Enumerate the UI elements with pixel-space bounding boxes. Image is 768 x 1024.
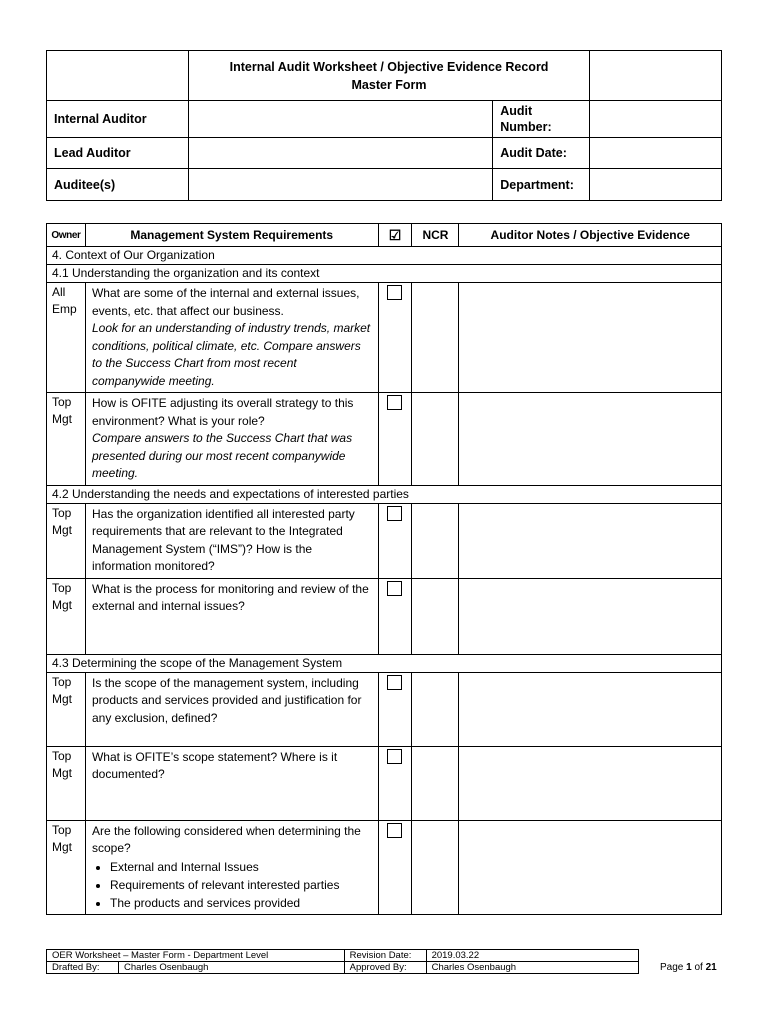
check-cell — [378, 393, 412, 486]
header-blank-right — [590, 51, 722, 101]
table-row — [47, 820, 722, 914]
drafted-by-label: Drafted By: — [47, 962, 119, 974]
checkbox[interactable] — [387, 675, 402, 690]
owner-cell: Top Mgt — [47, 820, 86, 914]
check-cell — [378, 578, 412, 654]
checkbox[interactable] — [387, 506, 402, 521]
ncr-cell[interactable] — [412, 393, 459, 486]
question-text: What is OFITE’s scope statement? Where is it documented? — [91, 749, 338, 781]
col-owner-header: Owner — [47, 224, 86, 247]
bullet-item: • Requirements of relevant interested parties — [110, 876, 372, 894]
owner-cell: All Emp — [47, 283, 86, 393]
requirement-cell — [85, 393, 378, 486]
col-notes-header: Auditor Notes / Objective Evidence — [459, 224, 722, 247]
department-label: Department: — [493, 169, 590, 201]
question-text: Has the organization identified all interested party requirements that are relevant to the Integrated Management System (“IMS”)? How is the information monitored? — [91, 506, 355, 573]
subsection-heading: 4.3 Determining the scope of the Management System — [47, 654, 722, 672]
lead-auditor-field[interactable] — [188, 138, 492, 169]
page-total: 21 — [705, 962, 717, 973]
notes-cell[interactable] — [459, 503, 722, 578]
drafted-by-value: Charles Osenbaugh — [118, 962, 344, 974]
page-number: Page 1 of 21 — [660, 962, 717, 973]
checkbox[interactable] — [387, 395, 402, 410]
audit-header-table — [46, 50, 722, 201]
audit-date-field[interactable] — [590, 138, 722, 169]
guidance-note: Compare answers to the Success Chart that was presented during our most recent companywide meeting. — [91, 431, 353, 480]
bullet-item: • The products and services provided — [110, 894, 372, 912]
ncr-cell[interactable] — [412, 578, 459, 654]
form-title — [188, 51, 589, 101]
revision-date-value: 2019.03.22 — [426, 950, 638, 962]
requirement-cell — [85, 503, 378, 578]
owner-cell: Top Mgt — [47, 503, 86, 578]
check-cell — [378, 672, 412, 746]
footer-table — [46, 949, 639, 974]
revision-date-label: Revision Date: — [344, 950, 426, 962]
check-cell — [378, 503, 412, 578]
requirements-table — [46, 223, 722, 915]
requirement-cell — [85, 746, 378, 820]
bullet-list — [92, 858, 372, 912]
table-row — [47, 672, 722, 746]
auditees-field[interactable] — [188, 169, 492, 201]
audit-date-label: Audit Date: — [493, 138, 590, 169]
approved-by-value: Charles Osenbaugh — [426, 962, 638, 974]
table-row — [47, 503, 722, 578]
notes-cell[interactable] — [459, 578, 722, 654]
page-current: 1 — [686, 962, 692, 973]
question-text: Is the scope of the management system, including products and services provided and justification for any exclusion, defined? — [91, 675, 362, 725]
question-text: What is the process for monitoring and review of the external and internal issues? — [91, 581, 369, 613]
col-check-header: ☑ — [378, 224, 412, 247]
notes-cell[interactable] — [459, 820, 722, 914]
owner-cell: Top Mgt — [47, 578, 86, 654]
table-row — [47, 746, 722, 820]
bullet-item: • External and Internal Issues — [110, 858, 372, 876]
checkbox[interactable] — [387, 581, 402, 596]
notes-cell[interactable] — [459, 393, 722, 486]
col-ncr-header: NCR — [412, 224, 459, 247]
table-row — [47, 283, 722, 393]
internal-auditor-field[interactable] — [188, 101, 492, 138]
table-row — [47, 578, 722, 654]
owner-cell: Top Mgt — [47, 746, 86, 820]
form-title-line1: Internal Audit Worksheet / Objective Evidence Record — [229, 59, 549, 74]
form-title-line2: Master Form — [351, 77, 427, 92]
ncr-cell[interactable] — [412, 503, 459, 578]
check-cell — [378, 746, 412, 820]
requirement-cell — [85, 283, 378, 393]
question-text: How is OFITE adjusting its overall strategy to this environment? What is your role? — [91, 396, 354, 428]
lead-auditor-label: Lead Auditor — [47, 138, 189, 169]
col-requirements-header: Management System Requirements — [85, 224, 378, 247]
ncr-cell[interactable] — [412, 746, 459, 820]
question-text: Are the following considered when determining the scope? — [91, 823, 361, 855]
guidance-note: Look for an understanding of industry trends, market conditions, political climate, etc. Compare answers to the Success Chart from most recent companywide meeting. — [91, 321, 371, 388]
internal-auditor-label: Internal Auditor — [47, 101, 189, 138]
checkbox[interactable] — [387, 823, 402, 838]
ncr-cell[interactable] — [412, 820, 459, 914]
notes-cell[interactable] — [459, 672, 722, 746]
subsection-heading: 4.1 Understanding the organization and its context — [47, 265, 722, 283]
check-cell — [378, 820, 412, 914]
check-cell — [378, 283, 412, 393]
requirement-cell — [85, 672, 378, 746]
requirement-cell — [85, 578, 378, 654]
table-row — [47, 393, 722, 486]
notes-cell[interactable] — [459, 746, 722, 820]
form-name: OER Worksheet – Master Form - Department Level — [47, 950, 345, 962]
ncr-cell[interactable] — [412, 672, 459, 746]
requirement-cell — [85, 820, 378, 914]
ncr-cell[interactable] — [412, 283, 459, 393]
question-text: What are some of the internal and external issues, events, etc. that affect our business. — [91, 286, 360, 318]
checkbox[interactable] — [387, 749, 402, 764]
audit-number-label: Audit Number: — [493, 101, 590, 138]
audit-number-field[interactable] — [590, 101, 722, 138]
checkbox[interactable] — [387, 285, 402, 300]
subsection-heading: 4.2 Understanding the needs and expectations of interested parties — [47, 485, 722, 503]
owner-cell: Top Mgt — [47, 393, 86, 486]
owner-cell: Top Mgt — [47, 672, 86, 746]
department-field[interactable] — [590, 169, 722, 201]
section-heading: 4. Context of Our Organization — [47, 247, 722, 265]
notes-cell[interactable] — [459, 283, 722, 393]
approved-by-label: Approved By: — [344, 962, 426, 974]
header-blank-left — [47, 51, 189, 101]
auditees-label: Auditee(s) — [47, 169, 189, 201]
